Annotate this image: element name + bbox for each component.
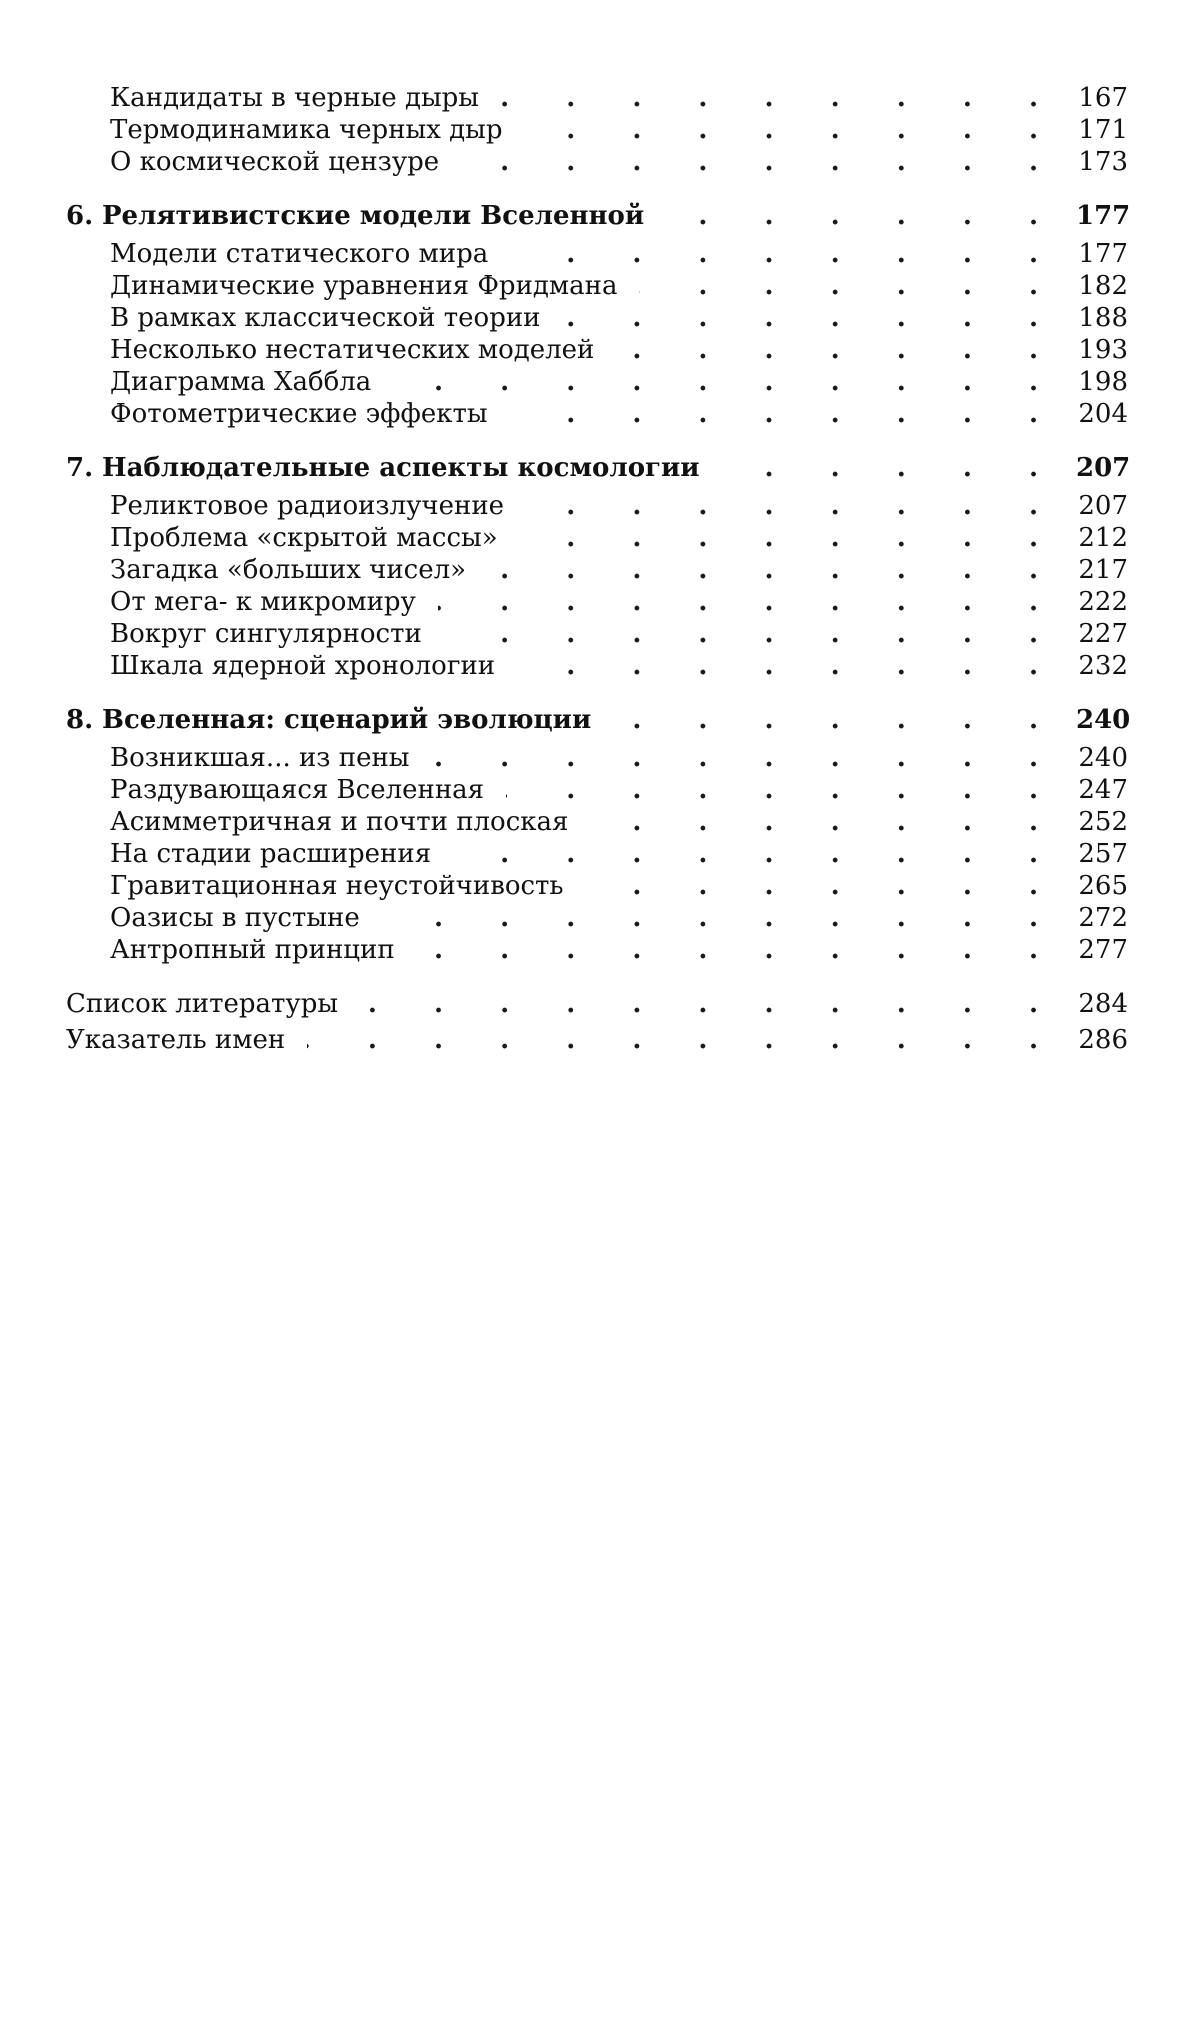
toc-entry	[66, 334, 1128, 366]
entry-title: Загадка «больших чисел»	[110, 555, 467, 585]
toc-entry	[66, 774, 1128, 806]
dot-leader	[590, 806, 1062, 838]
dot-leader	[666, 200, 1062, 232]
entry-page: 252	[1078, 807, 1128, 837]
dot-leader	[453, 838, 1062, 870]
entry-page: 286	[1078, 1025, 1128, 1055]
toc-entry	[66, 586, 1128, 618]
entry-page: 265	[1078, 871, 1128, 901]
toc-entry	[66, 554, 1128, 586]
toc-back-matter-name-index	[66, 1024, 1128, 1056]
entry-title: На стадии расширения	[110, 839, 432, 869]
dot-leader	[444, 618, 1062, 650]
toc-entry	[66, 490, 1128, 522]
entry-title: Асимметричная и почти плоская	[110, 807, 569, 837]
toc-entry	[66, 650, 1128, 682]
dot-leader	[563, 302, 1063, 334]
dot-leader	[526, 490, 1062, 522]
entry-title: Шкала ядерной хронологии	[110, 651, 496, 681]
chapter-heading	[66, 704, 1131, 736]
toc-entry	[66, 618, 1128, 650]
entry-page: 193	[1078, 335, 1128, 365]
entry-page: 182	[1078, 271, 1128, 301]
entry-page: 167	[1078, 83, 1128, 113]
dot-leader	[461, 146, 1062, 178]
entry-page: 171	[1078, 115, 1128, 145]
toc-entry	[66, 742, 1128, 774]
entry-page: 204	[1078, 399, 1128, 429]
entry-page: 207	[1078, 491, 1128, 521]
chapter-number: 8.	[66, 705, 94, 735]
entry-title: Список литературы	[66, 989, 339, 1019]
entry-page: 177	[1078, 239, 1128, 269]
dot-leader	[613, 704, 1062, 736]
toc-entry	[66, 270, 1128, 302]
toc-entry	[66, 522, 1128, 554]
toc-chapter-8	[66, 704, 1131, 966]
chapter-heading	[66, 200, 1131, 232]
toc-entry	[66, 398, 1128, 430]
dot-leader	[501, 82, 1062, 114]
toc-chapter-6	[66, 200, 1131, 430]
entry-title: Реликтовое радиоизлучение	[110, 491, 505, 521]
chapter-title-text: Вселенная: сценарий эволюции	[102, 705, 592, 735]
entry-title: От мега- к микромиру	[110, 587, 416, 617]
chapter-number: 7.	[66, 453, 94, 483]
entry-page: 198	[1078, 367, 1128, 397]
entry-page: 173	[1078, 147, 1128, 177]
entry-title: Гравитационная неустойчивость	[110, 871, 564, 901]
toc-chapter-7	[66, 452, 1131, 682]
toc-entry	[66, 302, 1128, 334]
dot-leader	[616, 334, 1062, 366]
chapter-title-text: Релятивистские модели Вселенной	[102, 201, 645, 231]
dot-leader	[432, 742, 1063, 774]
chapter-page: 207	[1076, 453, 1131, 483]
toc-continued-entries	[66, 82, 1128, 178]
chapter-title	[66, 452, 700, 484]
dot-leader	[307, 1024, 1062, 1056]
entry-page: 217	[1078, 555, 1128, 585]
entry-title: Диаграмма Хаббла	[110, 367, 372, 397]
dot-leader	[393, 366, 1062, 398]
toc-entry	[66, 146, 1128, 178]
entry-title: Несколько нестатических моделей	[110, 335, 595, 365]
toc-entry	[66, 238, 1128, 270]
chapter-title	[66, 704, 591, 736]
entry-title: В рамках классической теории	[110, 303, 541, 333]
entry-page: 272	[1078, 903, 1128, 933]
toc-back-matter-references	[66, 988, 1128, 1020]
toc-entry	[66, 934, 1128, 966]
dot-leader	[510, 238, 1062, 270]
entry-title: Антропный принцип	[110, 935, 395, 965]
entry-page: 240	[1078, 743, 1128, 773]
dot-leader	[520, 522, 1062, 554]
chapter-title-text: Наблюдательные аспекты космологии	[102, 453, 700, 483]
entry-title: О космической цензуре	[110, 147, 440, 177]
entry-title: Возникшая... из пены	[110, 743, 410, 773]
entry-title: Фотометрические эффекты	[110, 399, 488, 429]
entry-title: Модели статического мира	[110, 239, 489, 269]
toc-entry	[66, 902, 1128, 934]
entry-title: Динамические уравнения Фридмана	[110, 271, 618, 301]
entry-title: Указатель имен	[66, 1025, 286, 1055]
entry-page: 212	[1078, 523, 1128, 553]
chapter-page: 177	[1076, 201, 1131, 231]
dot-leader	[417, 934, 1062, 966]
toc-entry	[66, 806, 1128, 838]
toc-entry	[66, 870, 1128, 902]
chapter-heading	[66, 452, 1131, 484]
dot-leader	[438, 586, 1062, 618]
entry-page: 232	[1078, 651, 1128, 681]
dot-leader	[360, 988, 1062, 1020]
entry-title: Термодинамика черных дыр	[110, 115, 503, 145]
entry-title: Вокруг сингулярности	[110, 619, 422, 649]
dot-leader	[510, 398, 1062, 430]
entry-page: 257	[1078, 839, 1128, 869]
toc-entry	[66, 82, 1128, 114]
toc-entry	[66, 838, 1128, 870]
entry-title: Оазисы в пустыне	[110, 903, 360, 933]
dot-leader	[382, 902, 1062, 934]
dot-leader	[517, 650, 1062, 682]
dot-leader	[506, 774, 1062, 806]
entry-title: Проблема «скрытой массы»	[110, 523, 498, 553]
entry-page: 188	[1078, 303, 1128, 333]
entry-page: 284	[1078, 989, 1128, 1019]
entry-page: 227	[1078, 619, 1128, 649]
dot-leader	[639, 270, 1062, 302]
dot-leader	[586, 870, 1062, 902]
dot-leader	[525, 114, 1062, 146]
table-of-contents	[66, 82, 1131, 1056]
chapter-page: 240	[1076, 705, 1131, 735]
entry-page: 277	[1078, 935, 1128, 965]
toc-entry	[66, 366, 1128, 398]
toc-entry	[66, 114, 1128, 146]
dot-leader	[488, 554, 1062, 586]
dot-leader	[722, 452, 1062, 484]
chapter-title	[66, 200, 644, 232]
entry-page: 222	[1078, 587, 1128, 617]
chapter-number: 6.	[66, 201, 94, 231]
entry-title: Кандидаты в черные дыры	[110, 83, 479, 113]
entry-page: 247	[1078, 775, 1128, 805]
entry-title: Раздувающаяся Вселенная	[110, 775, 485, 805]
